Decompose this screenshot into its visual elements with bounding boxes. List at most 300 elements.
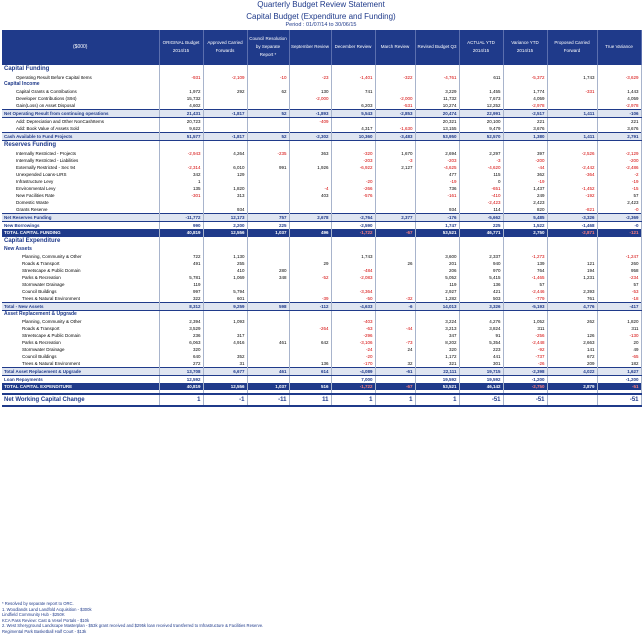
cell-value: 1,093 [203,318,247,325]
cell-value [375,117,415,125]
cell-value: 12,556 [203,383,247,390]
cell-value: 10,360 [331,132,375,140]
cell-value: 20,100 [459,117,503,125]
cell-value [415,199,459,206]
cell-value: 0 [459,178,503,185]
cell-value [547,325,597,332]
cell-value: 136 [459,281,503,288]
cell-value [247,281,289,288]
cell-value: 7,673 [459,95,503,102]
cell-value: 757 [247,213,289,221]
cell-value: 410 [203,267,247,274]
table-row [2,318,641,325]
cell-value: -1 [203,394,247,406]
cell-value: 141 [547,346,597,353]
table-row [2,325,641,332]
cell-empty [597,64,641,74]
cell-value: 6,010 [203,164,247,171]
row-label: Loan Repayments [2,375,159,383]
cell-value: 8,202 [415,339,459,346]
cell-value [375,88,415,95]
cell-empty [159,64,203,74]
cell-empty [289,236,331,246]
cell-value: -2,764 [331,213,375,221]
cell-value: 255 [203,260,247,267]
column-header: Council Resolution by Separate Report * [247,30,289,64]
footnote: 2. West Sheryground Landscape Masterplan - $53k grant received and $295k loan received transferred to Infrastructure & Facilities Reserve. [2,623,264,629]
row-label: New Borrowings [2,221,159,229]
cell-value [547,375,597,383]
table-row [2,117,641,125]
cell-value: -2,129 [597,150,641,157]
cell-value: 496 [289,229,331,237]
cell-empty [247,310,289,318]
cell-value: 12,592 [159,375,203,383]
cell-empty [597,140,641,150]
cell-value [289,346,331,353]
cell-value: 642 [289,339,331,346]
row-label: Add: Book Value of Assets Sold [2,125,159,133]
cell-value: 22,111 [415,367,459,375]
cell-value [375,185,415,192]
cell-value: 53,950 [415,132,459,140]
footnote: * Resolved by separate report to ORC. [2,601,74,606]
row-label: Capital Expenditure [2,236,159,246]
cell-value: 1,670 [375,150,415,157]
cell-value: -821 [547,206,597,214]
cell-value [247,157,289,164]
cell-value: 4,264 [203,150,247,157]
cell-empty [415,246,459,253]
cell-value: -44 [503,164,547,171]
cell-value: -2,314 [159,164,203,171]
cell-value: -61 [375,367,415,375]
cell-value [331,117,375,125]
cell-value: 2,750 [503,229,547,237]
cell-value: 2,337 [459,253,503,260]
cell-value: -4,620 [459,164,503,171]
cell-empty [547,64,597,74]
table-row [2,102,641,110]
cell-value: -11 [247,394,289,406]
cell-value: 49 [597,346,641,353]
cell-value: 2,791 [597,132,641,140]
cell-value: -39 [289,295,331,303]
cell-value: 52 [247,132,289,140]
cell-value: 209 [547,360,597,368]
row-label: Developer Contributions (S94) [2,95,159,102]
cell-value: 1,130 [203,253,247,260]
cell-empty [159,140,203,150]
table-row [2,310,641,318]
cell-empty [289,64,331,74]
cell-value: 20,321 [415,117,459,125]
cell-value [547,178,597,185]
cell-value [247,171,289,178]
cell-value: -403 [331,318,375,325]
cell-value: 272 [159,360,203,368]
cell-empty [247,236,289,246]
row-label: Grants Reserve [2,206,159,214]
row-label: Net Operating Result from continuing operations [2,109,159,117]
cell-empty [375,310,415,318]
cell-value: 53,521 [415,229,459,237]
table-row [2,281,641,288]
cell-value: 317 [203,332,247,339]
cell-value [247,95,289,102]
cell-empty [547,310,597,318]
cell-value: 13,155 [415,125,459,133]
cell-value: -63 [331,325,375,332]
cell-value: 764 [503,267,547,274]
cell-value: -15 [597,185,641,192]
cell-value: -331 [547,88,597,95]
cell-value: 5,354 [459,339,503,346]
cell-value [289,267,331,274]
table-row [2,339,641,346]
cell-value: -32 [375,295,415,303]
cell-value [159,199,203,206]
cell-value: -2,398 [503,367,547,375]
cell-value: -235 [247,150,289,157]
cell-empty [415,310,459,318]
table-row [2,221,641,229]
cell-value: -19 [415,178,459,185]
cell-value: 362 [503,171,547,178]
cell-value: 461 [247,339,289,346]
cell-value: 2,694 [415,150,459,157]
cell-value: -2,750 [503,383,547,390]
cell-value: -1,200 [503,375,547,383]
cell-value: 2,200 [203,221,247,229]
cell-value [375,267,415,274]
report-subtitle: Capital Budget (Expenditure and Funding) [246,12,396,21]
cell-value: 3,224 [415,318,459,325]
row-label: Internally Restricted - Projects [2,150,159,157]
cell-value: 611 [459,74,503,81]
cell-value: 1,443 [597,88,641,95]
cell-value: 9,259 [203,302,247,310]
cell-value: 2,377 [375,213,415,221]
cell-value: 221 [503,117,547,125]
table-row [2,360,641,368]
cell-value: -0 [597,221,641,229]
cell-value [247,325,289,332]
cell-value: 280 [247,267,289,274]
cell-value: 1,522 [503,221,547,229]
cell-empty [331,310,375,318]
cell-value: 1,282 [415,295,459,303]
cell-value [547,199,597,206]
cell-value: -296 [331,332,375,339]
cell-value: 119 [415,281,459,288]
cell-empty [203,246,247,253]
cell-value [159,267,203,274]
cell-value: 503 [459,295,503,303]
cell-value: -51 [597,383,641,390]
cell-value: 12,252 [459,102,503,110]
footnote: KCA Pass Review: Cast & Vesel Portals - $10k [2,617,90,623]
column-header: Approved Carried Forwards [203,30,247,64]
cell-value: 4,317 [331,125,375,133]
cell-value: -51 [459,394,503,406]
row-label: Trees & Natural Environment [2,360,159,368]
cell-value: 5,543 [331,109,375,117]
cell-value [375,375,415,383]
table-row [2,229,641,237]
cell-value: 491 [159,260,203,267]
cell-value [203,157,247,164]
cell-value [247,253,289,260]
row-label: Cash Available to Fund Projects [2,132,159,140]
cell-empty [597,236,641,246]
column-header: Proposed Carried Forward [547,30,597,64]
cell-empty [203,81,247,88]
cell-value: 10,274 [415,102,459,110]
cell-value: 292 [203,88,247,95]
row-label: Streetscape & Public Domain [2,267,159,274]
cell-value [247,185,289,192]
table-row [2,199,641,206]
cell-value: 311 [597,325,641,332]
cell-empty [547,81,597,88]
cell-value: 997 [159,288,203,295]
cell-value: -234 [597,274,641,281]
cell-value: -576 [331,192,375,199]
cell-empty [159,81,203,88]
cell-value [203,95,247,102]
cell-value [375,206,415,214]
cell-empty [331,246,375,253]
cell-value: 194 [547,267,597,274]
cell-value: 236 [159,332,203,339]
cell-value: 321 [415,360,459,368]
cell-value: -4,761 [415,74,459,81]
cell-value [289,171,331,178]
cell-value: 1,747 [415,221,459,229]
row-label: Environmental Levy [2,185,159,192]
cell-value: 1,820 [203,185,247,192]
row-label: Council Buildings [2,353,159,360]
cell-empty [331,81,375,88]
row-label: Trees & Natural Environment [2,295,159,303]
cell-value: -170 [331,360,375,368]
cell-value: -161 [415,192,459,199]
cell-value [289,332,331,339]
cell-value: -51 [503,394,547,406]
table-row [2,367,641,375]
cell-value: -322 [375,74,415,81]
cell-empty [203,140,247,150]
cell-value: 363 [289,150,331,157]
table-row [2,88,641,95]
cell-value [375,171,415,178]
cell-value: 1 [375,394,415,406]
cell-value: 6,203 [331,102,375,110]
cell-empty [159,246,203,253]
cell-value: 20,474 [415,109,459,117]
cell-value: 991 [247,164,289,171]
cell-value [375,353,415,360]
row-label: Asset Replacement & Upgrade [2,310,159,318]
cell-value: 14,013 [415,302,459,310]
cell-value: -1,401 [331,74,375,81]
cell-value: -4,625 [415,164,459,171]
cell-empty [459,81,503,88]
cell-value: 934 [415,206,459,214]
cell-value: 342 [159,171,203,178]
column-header: December Review [331,30,375,64]
cell-empty [247,64,289,74]
cell-value: -2,083 [331,274,375,281]
cell-value: 57 [597,192,641,199]
cell-value: -2,590 [331,221,375,229]
cell-value: 3,529 [159,325,203,332]
cell-value: 20,723 [159,117,203,125]
table-row [2,253,641,260]
footnote: Lindfield Community Hub - $250K [2,612,65,618]
cell-value: -266 [331,185,375,192]
cell-value: 2,423 [597,199,641,206]
cell-value: 62 [247,88,289,95]
cell-empty [547,246,597,253]
cell-value: -3,483 [375,132,415,140]
cell-value [375,281,415,288]
table-row [2,171,641,178]
row-label: Infrastructure Levy [2,178,159,185]
cell-value: 614 [289,367,331,375]
cell-value [547,157,597,164]
cell-value: -1,630 [375,125,415,133]
cell-empty [597,246,641,253]
cell-value: 1,455 [459,88,503,95]
cell-value [203,325,247,332]
cell-value: -2,943 [159,150,203,157]
cell-empty [159,236,203,246]
cell-empty [375,81,415,88]
cell-value: 2,394 [159,318,203,325]
cell-value: -5,662 [459,213,503,221]
cell-value: 11 [289,394,331,406]
cell-value [547,394,597,406]
cell-value: 1,743 [547,74,597,81]
table-row [2,267,641,274]
cell-value: -5,193 [503,302,547,310]
cell-value [247,178,289,185]
cell-empty [203,310,247,318]
table-row [2,64,641,74]
table-row [2,213,641,221]
cell-empty [247,246,289,253]
cell-value: 1 [159,394,203,406]
cell-value: 126 [547,332,597,339]
cell-value: 26 [375,260,415,267]
cell-value: 4,602 [159,102,203,110]
cell-empty [547,140,597,150]
cell-value: 3,213 [415,325,459,332]
cell-value: 24 [375,346,415,353]
cell-value: 1,037 [247,383,289,390]
cell-value [375,199,415,206]
cell-value [159,206,203,214]
footnote: Regimental Park Basketball Half Court - $13k [2,628,87,634]
table-row [2,140,641,150]
cell-empty [375,64,415,74]
table-row [2,95,641,102]
cell-value [247,288,289,295]
cell-value [331,199,375,206]
cell-value: -320 [331,150,375,157]
row-label: Unexpended Loans-LIRS [2,171,159,178]
cell-value: -26 [503,360,547,368]
cell-value: -2,109 [203,74,247,81]
cell-value: 1 [415,394,459,406]
cell-value [331,95,375,102]
report-period: Period : 01/07/14 to 30/06/15 [285,22,357,28]
table-row [2,332,641,339]
cell-value [203,375,247,383]
cell-value: 46,771 [459,229,503,237]
table-row [2,157,641,164]
cell-value: -23 [289,74,331,81]
table-row [2,302,641,310]
table-row [2,394,641,406]
cell-value [375,274,415,281]
cell-value: 3,676 [597,125,641,133]
cell-value: 601 [203,295,247,303]
cell-value: -410 [459,192,503,199]
column-header-row [2,30,641,64]
table-row [2,274,641,281]
cell-value: 53,521 [415,383,459,390]
cell-value: -301 [159,192,203,199]
row-label: Parks & Recreation [2,274,159,281]
cell-value: -264 [289,325,331,332]
table-row [2,132,641,140]
cell-value: 221 [597,117,641,125]
cell-value [247,332,289,339]
cell-value: 5,485 [503,213,547,221]
cell-value [375,318,415,325]
cell-value: 1 [159,178,203,185]
row-label: Stormwater Drainage [2,281,159,288]
table-row [2,288,641,295]
table-row [2,353,641,360]
cell-value: 3,600 [415,253,459,260]
cell-value: 136 [289,360,331,368]
column-header: September Review [289,30,331,64]
cell-empty [375,140,415,150]
cell-value: 3,824 [459,325,503,332]
cell-value [203,199,247,206]
cell-value [331,260,375,267]
row-label: Capital Grants & Contributions [2,88,159,95]
cell-value [547,95,597,102]
cell-value: 1,774 [503,88,547,95]
cell-empty [503,140,547,150]
cell-empty [503,236,547,246]
cell-value: -2,302 [289,132,331,140]
cell-value: -51 [597,394,641,406]
cell-empty [503,81,547,88]
cell-value: -5,372 [503,74,547,81]
row-label: Stormwater Drainage [2,346,159,353]
cell-value: 6,063 [159,339,203,346]
cell-value: -44 [375,325,415,332]
cell-value: -176 [415,213,459,221]
cell-value: -1,817 [203,109,247,117]
cell-value: -3,106 [331,339,375,346]
